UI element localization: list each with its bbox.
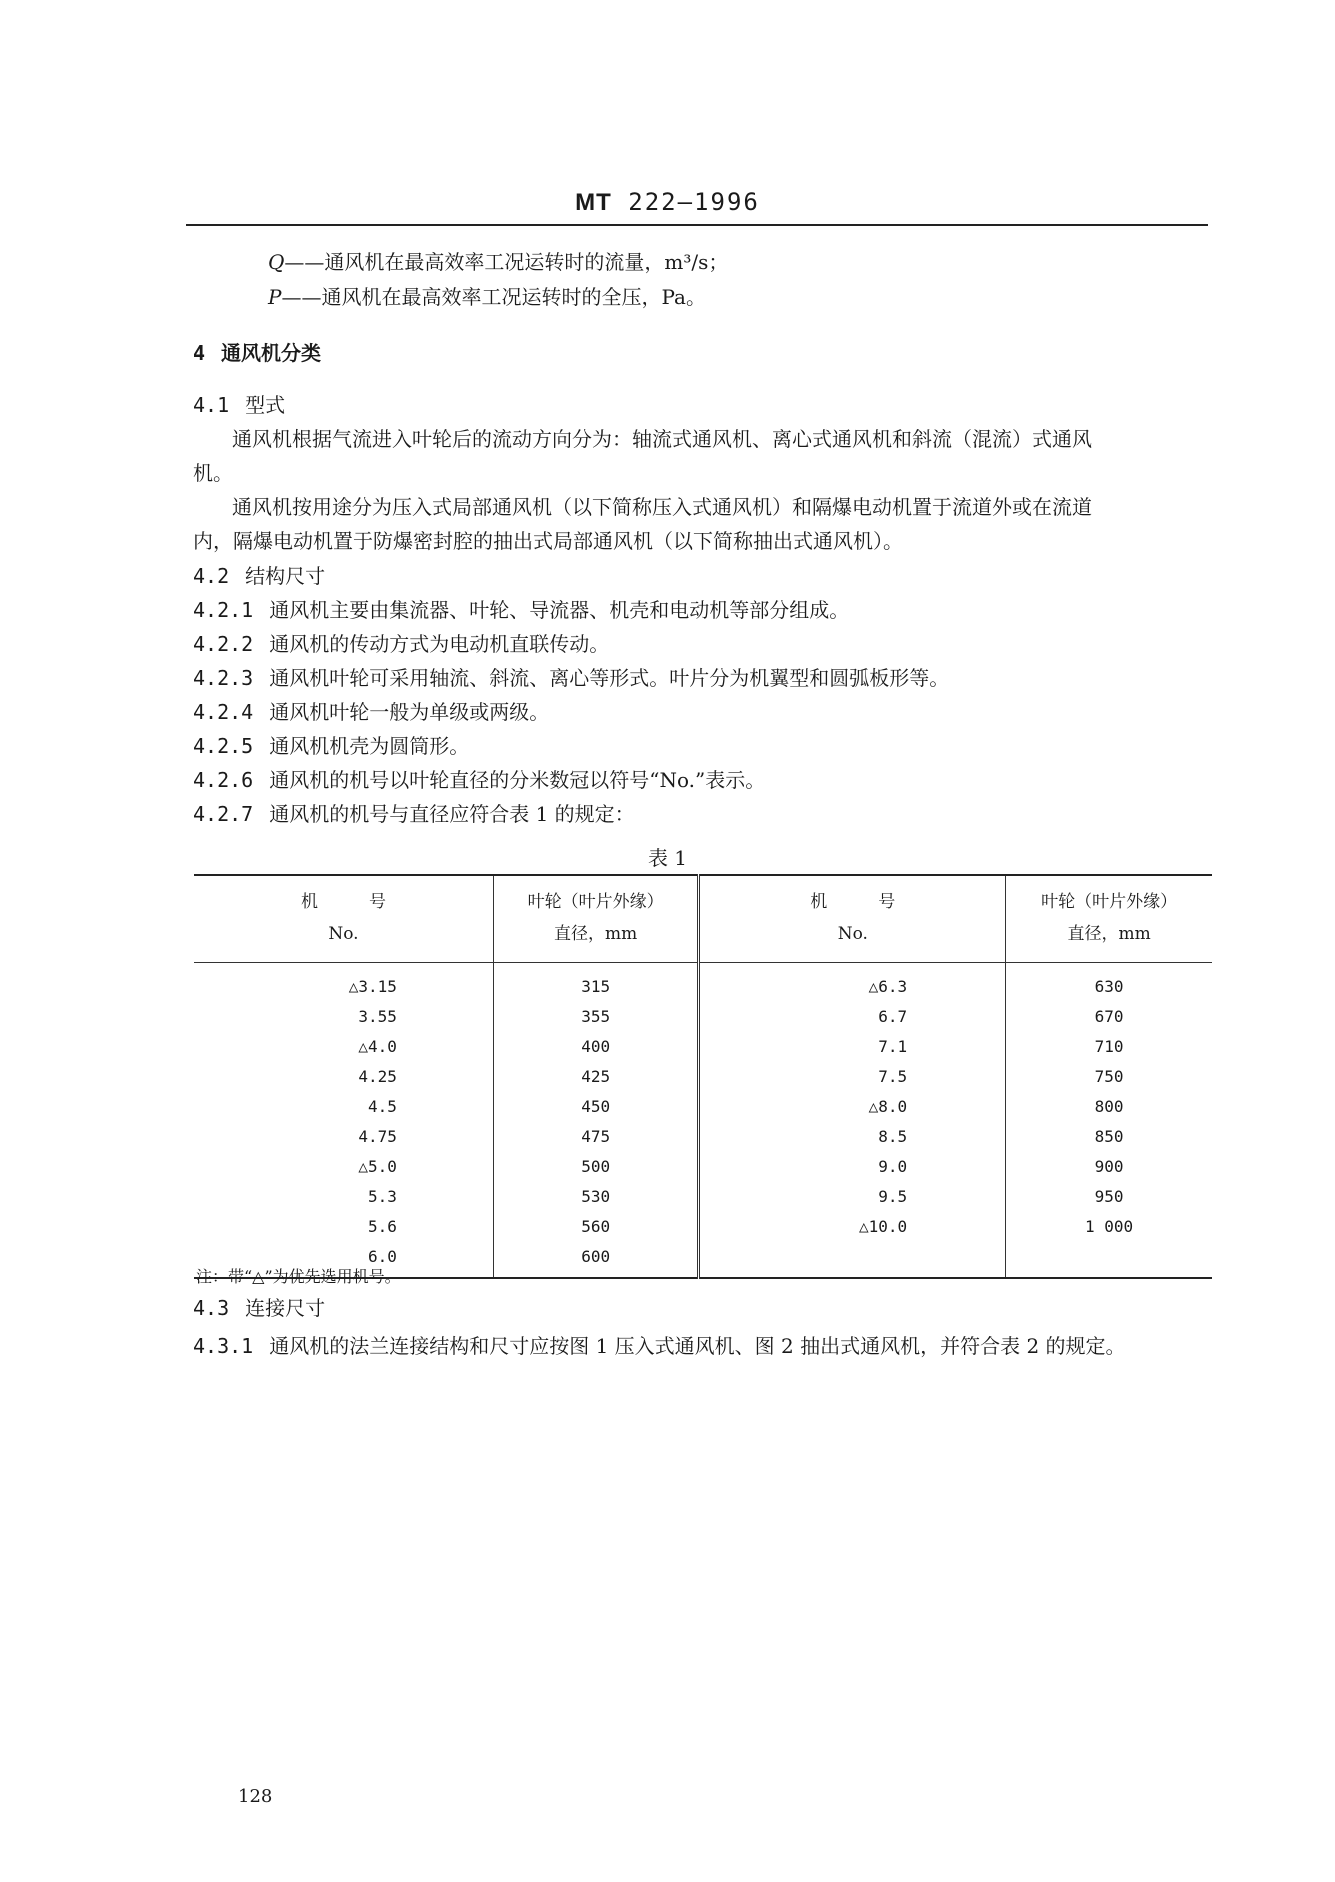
clause-number: 4.2.2 [193,632,254,656]
clause-text: 通风机叶轮一般为单级或两级。 [269,700,550,724]
clause-4-2-5 [193,734,469,758]
clause-4-2-6 [193,768,765,792]
clause-4-3-1 [193,1334,1126,1358]
cell-machine-no: 7.1 [699,1031,1006,1061]
cell-machine-no: 4.25 [358,1066,397,1086]
header-machine-no-2 [699,875,1006,963]
section-4-1-heading [193,393,285,417]
header-sublabel: No. [328,924,359,944]
header-sublabel: 直径，mm [554,924,638,944]
section-4-heading [193,341,321,365]
cell-diameter: 475 [493,1121,698,1151]
table-row [194,1091,1212,1121]
section-title: 结构尺寸 [245,564,326,588]
section-number: 4.2 [193,564,230,588]
cell-diameter: 530 [493,1181,698,1211]
paragraph-2-line-2: 内，隔爆电动机置于防爆密封腔的抽出式局部通风机（以下简称抽出式通风机）。 [193,529,903,553]
paragraph-1-line-1: 通风机根据气流进入叶轮后的流动方向分为：轴流式通风机、离心式通风机和斜流（混流）式通风 [232,427,1092,451]
clause-4-2-3 [193,666,949,690]
clause-text: 通风机叶轮可采用轴流、斜流、离心等形式。叶片分为机翼型和圆弧板形等。 [269,666,950,690]
clause-4-2-7 [193,802,635,826]
table-row [194,1121,1212,1151]
clause-number: 4.3.1 [193,1334,254,1358]
table-header-row [194,875,1212,963]
table-caption: 表 1 [647,846,688,870]
clause-text: 通风机机壳为圆筒形。 [269,734,470,758]
table-row [194,1031,1212,1061]
clause-number: 4.2.1 [193,598,254,622]
clause-4-2-2 [193,632,609,656]
table-row [194,1061,1212,1091]
header-label: 叶轮（叶片外缘） [1041,892,1178,912]
cell-machine-no: 4.75 [358,1126,397,1146]
clause-number: 4.2.3 [193,666,254,690]
section-title: 型式 [245,393,286,417]
paragraph-2-line-1: 通风机按用途分为压入式局部通风机（以下简称压入式通风机）和隔爆电动机置于流道外或在流道 [232,495,1092,519]
header-sublabel: 直径，mm [1067,924,1151,944]
cell-machine-no: △4.0 [358,1036,397,1056]
cell-diameter: 750 [1006,1061,1212,1091]
header-label: 机 号 [810,892,896,912]
header-rule [186,224,1208,226]
cell-diameter: 670 [1006,1001,1212,1031]
table-note: 注：带“△”为优先选用机号。 [196,1267,401,1286]
section-title: 连接尺寸 [245,1296,326,1320]
cell-diameter: 450 [493,1091,698,1121]
cell-diameter: 500 [493,1151,698,1181]
clause-text: 通风机的机号以叶轮直径的分米数冠以符号“No.”表示。 [269,768,766,792]
cell-machine-no: △3.15 [348,976,397,996]
cell-diameter: 850 [1006,1121,1212,1151]
section-number: 4 [193,341,206,365]
clause-text: 通风机的法兰连接结构和尺寸应按图 1 压入式通风机、图 2 抽出式通风机，并符合表 2 的规定。 [269,1334,1126,1358]
cell-machine-no: 3.55 [358,1006,397,1026]
table-row [194,963,1212,1002]
cell-machine-no: 5.6 [368,1216,397,1236]
cell-diameter [1006,1241,1212,1278]
cell-machine-no: △10.0 [699,1211,1006,1241]
header-diameter-2 [1006,875,1212,963]
cell-diameter: 950 [1006,1181,1212,1211]
clause-number: 4.2.6 [193,768,254,792]
cell-machine-no: 8.5 [699,1121,1006,1151]
clause-text: 通风机主要由集流器、叶轮、导流器、机壳和电动机等部分组成。 [269,598,850,622]
clause-number: 4.2.4 [193,700,254,724]
cell-machine-no: 6.7 [699,1001,1006,1031]
clause-number: 4.2.7 [193,802,254,826]
paragraph-1-line-2: 机。 [193,461,233,485]
header-machine-no [194,875,493,963]
cell-diameter: 630 [1006,963,1212,1002]
section-number: 4.3 [193,1296,230,1320]
cell-machine-no [699,1241,1006,1278]
table-row [194,1211,1212,1241]
clause-text: 通风机的传动方式为电动机直联传动。 [269,632,610,656]
definition-symbol: P [268,285,282,309]
clause-4-2-1 [193,598,849,622]
definition-text: ——通风机在最高效率工况运转时的全压，Pa。 [281,285,706,309]
definition-symbol: Q [268,250,285,274]
page-number: 128 [238,1786,273,1807]
header-label: 叶轮（叶片外缘） [527,892,664,912]
table-row [194,1181,1212,1211]
table-row [194,1001,1212,1031]
header-sublabel: No. [837,924,868,944]
definition-p [268,285,706,309]
cell-diameter: 425 [493,1061,698,1091]
cell-machine-no: 9.0 [699,1151,1006,1181]
cell-diameter: 560 [493,1211,698,1241]
definition-q [268,250,728,274]
table-row [194,1151,1212,1181]
section-4-3-heading [193,1296,325,1320]
cell-machine-no: △8.0 [699,1091,1006,1121]
standard-prefix: MT [575,189,612,216]
cell-machine-no: △5.0 [358,1156,397,1176]
cell-diameter: 600 [493,1241,698,1278]
cell-diameter: 400 [493,1031,698,1061]
clause-4-2-4 [193,700,549,724]
cell-machine-no: 4.5 [368,1096,397,1116]
standard-header [0,188,1335,217]
header-diameter [493,875,698,963]
cell-diameter: 900 [1006,1151,1212,1181]
section-title: 通风机分类 [221,341,322,365]
cell-machine-no: 6.0 [368,1246,397,1266]
standard-number: 222—1996 [628,188,760,216]
section-4-2-heading [193,564,325,588]
cell-machine-no: 9.5 [699,1181,1006,1211]
cell-machine-no: 7.5 [699,1061,1006,1091]
definition-text: ——通风机在最高效率工况运转时的流量，m³/s； [284,250,729,274]
cell-diameter: 710 [1006,1031,1212,1061]
cell-diameter: 800 [1006,1091,1212,1121]
cell-machine-no: 5.3 [368,1186,397,1206]
section-number: 4.1 [193,393,230,417]
cell-machine-no: △6.3 [699,963,1006,1002]
machine-number-table [194,874,1212,1279]
cell-diameter: 315 [493,963,698,1002]
clause-number: 4.2.5 [193,734,254,758]
header-label: 机 号 [300,892,386,912]
cell-diameter: 1 000 [1006,1211,1212,1241]
clause-text: 通风机的机号与直径应符合表 1 的规定： [269,802,635,826]
cell-diameter: 355 [493,1001,698,1031]
